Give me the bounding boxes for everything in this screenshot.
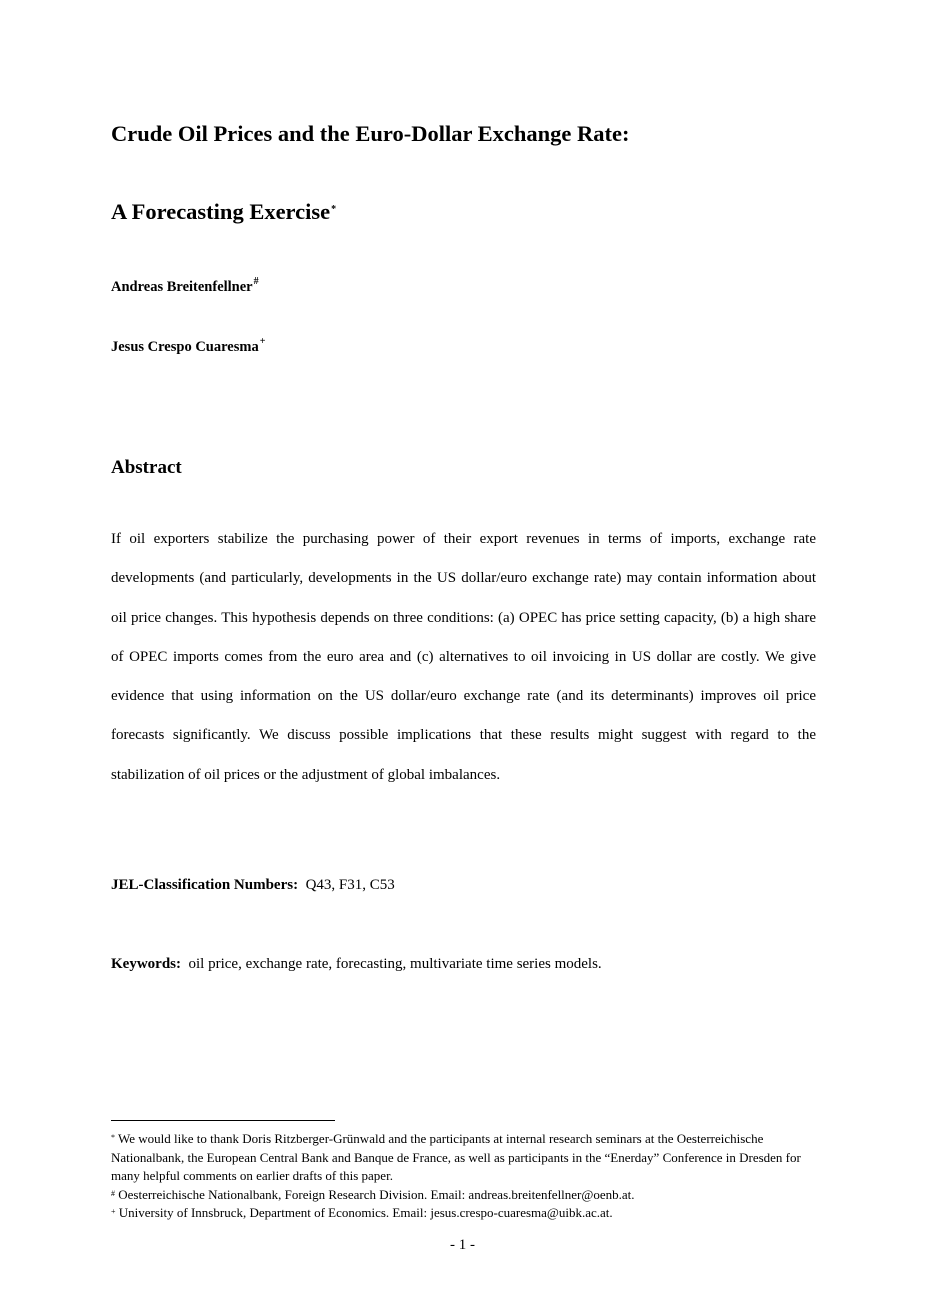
author-1-mark: # [253, 276, 259, 287]
footnote-3-text: University of Innsbruck, Department of Economics. Email: jesus.crespo-cuaresma@uibk.ac.at. [118, 1205, 613, 1220]
keywords-value: oil price, exchange rate, forecasting, multivariate time series models. [188, 956, 602, 972]
footnote-1 [111, 1130, 821, 1186]
title-line-1: Crude Oil Prices and the Euro-Dollar Exchange Rate: [111, 121, 630, 146]
author-2 [111, 336, 266, 356]
footnote-3 [111, 1204, 821, 1223]
page-number: - 1 - [450, 1237, 475, 1253]
author-2-mark: + [259, 336, 266, 347]
jel-label: JEL-Classification Numbers: [111, 877, 299, 893]
title-footnote-mark: * [331, 204, 337, 215]
footnote-2 [111, 1186, 821, 1205]
abstract-text: If oil exporters stabilize the purchasing power of their export revenues in terms of imports, exchange rate developments (and particularly, developments in the US dollar/euro exchange rate) may contain information about oil price changes. This hypothesis depends on three conditions: (a) OPEC has price setting capacity, (b) a high share of OPEC imports comes from the euro area and (c) alternatives to oil invoicing in US dollar are costly. We give evidence that using information on the US dollar/euro exchange rate (and its determinants) improves oil price forecasts significantly. We discuss possible implications that these results might suggest with regard to the stabilization of oil prices or the adjustment of global imbalances. [111, 531, 816, 783]
footnote-divider [111, 1120, 335, 1121]
footnote-2-text: Oesterreichische Nationalbank, Foreign Research Division. Email: andreas.breitenfellner@oenb.at. [118, 1186, 635, 1202]
title-line-2 [111, 199, 336, 225]
keywords-label: Keywords: [111, 956, 181, 972]
title-line-2-text: A Forecasting Exercise [111, 199, 331, 224]
footnote-2-mark: # [111, 1188, 115, 1198]
footnote-1-text: We would like to thank Doris Ritzberger-Grünwald and the participants at internal research seminars at the Oesterreichische Nationalbank, the European Central Bank and Banque de France, as well as participants in the “Enerday” Conference in Dresden for many helpful comments on earlier drafts of this paper. [111, 1131, 801, 1183]
keywords [111, 956, 602, 973]
jel-classification [111, 877, 395, 894]
author-1-name: Andreas Breitenfellner [111, 279, 253, 295]
author-2-name: Jesus Crespo Cuaresma [111, 339, 259, 355]
author-1 [111, 276, 259, 296]
jel-value: Q43, F31, C53 [305, 877, 395, 893]
footnotes [111, 1130, 821, 1223]
footnote-1-mark: * [111, 1133, 115, 1142]
footnote-3-mark: + [111, 1207, 116, 1216]
abstract-heading: Abstract [111, 457, 182, 478]
